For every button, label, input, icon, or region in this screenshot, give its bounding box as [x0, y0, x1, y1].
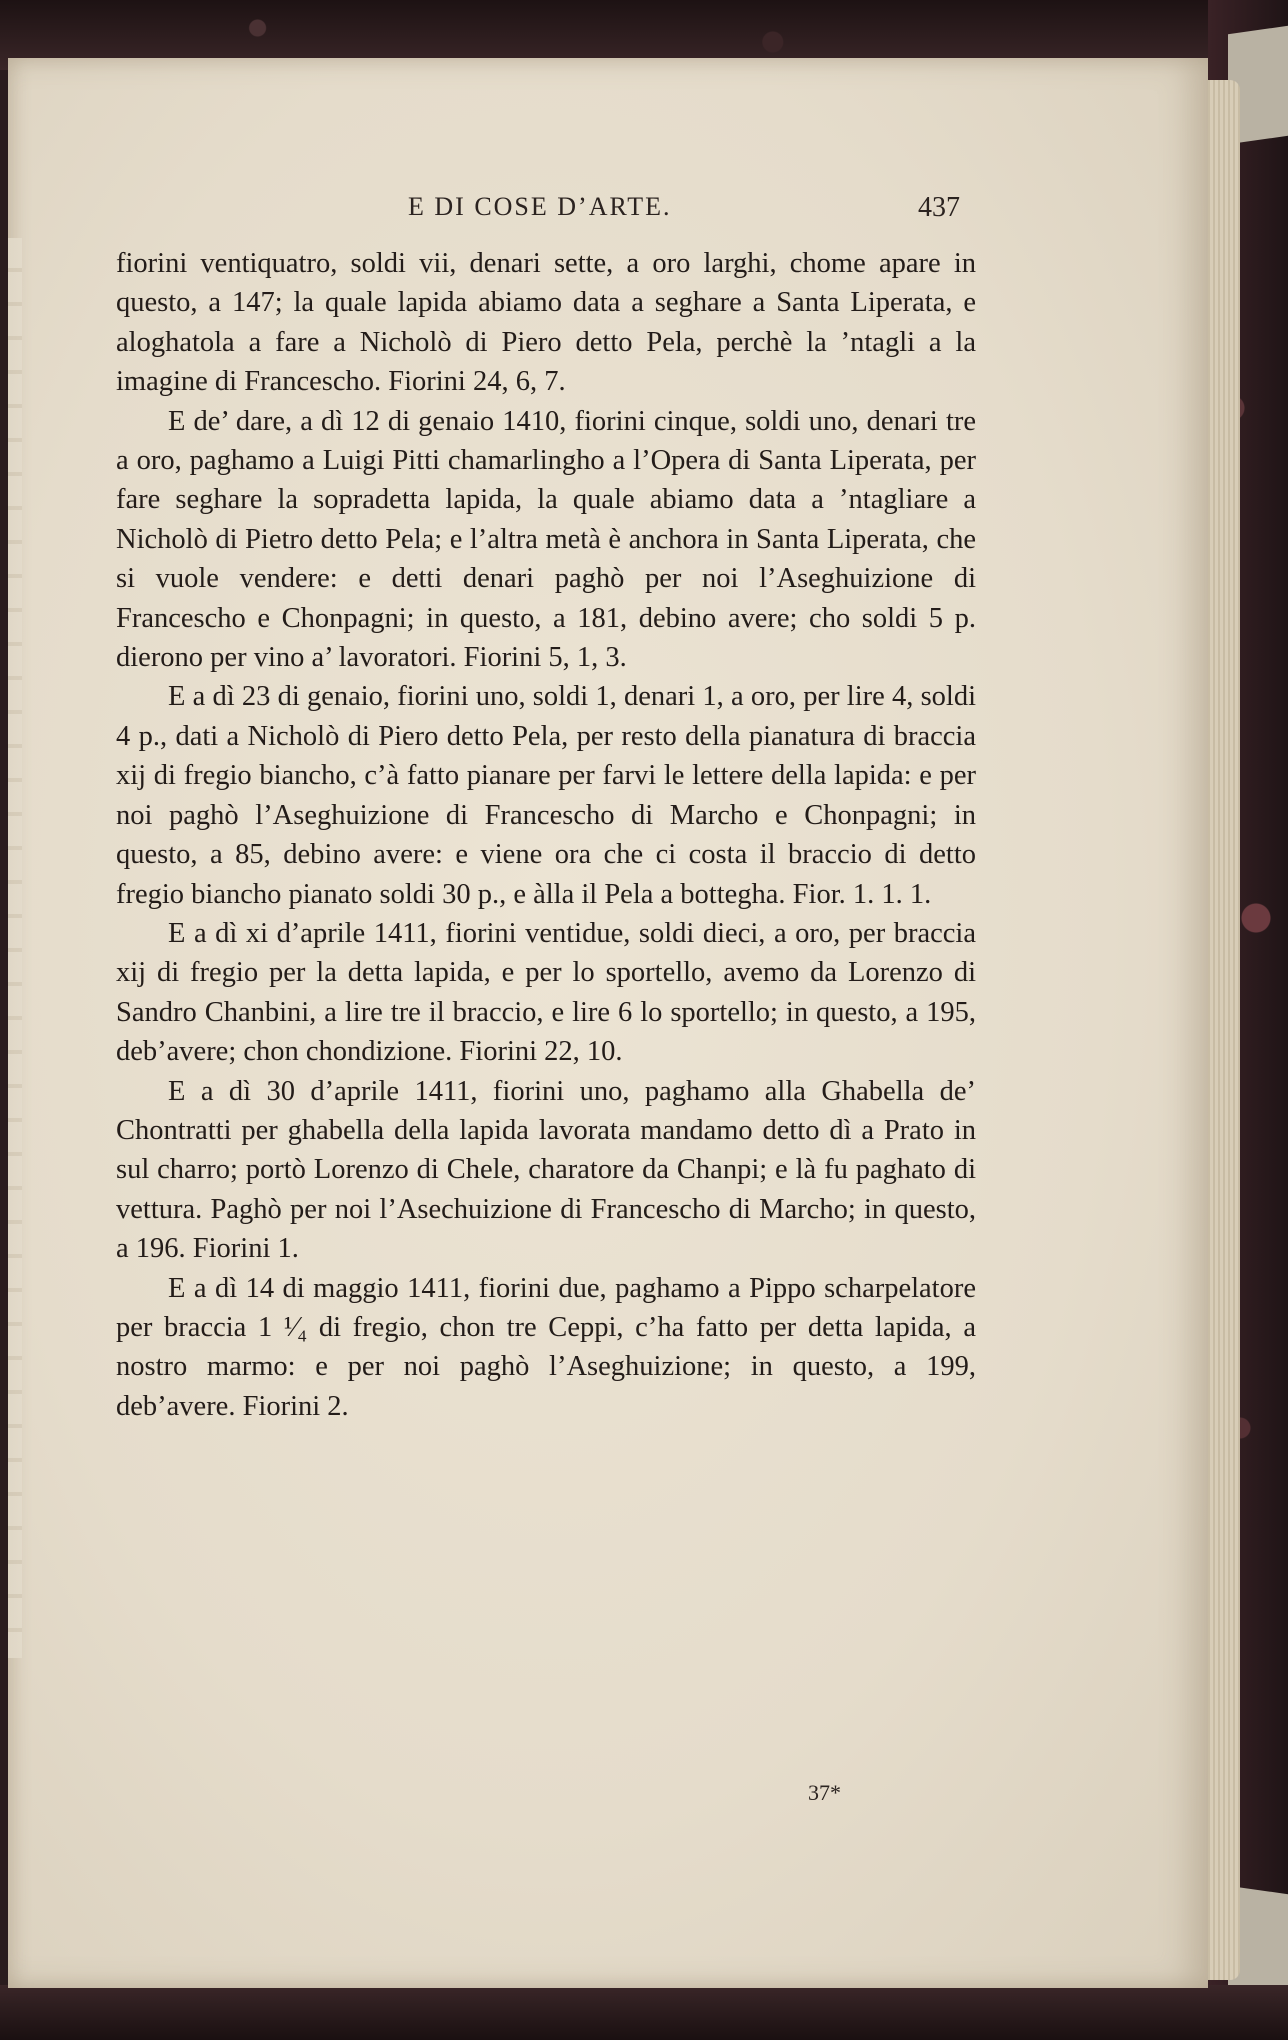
paragraph: E a dì 23 di genaio, fiorini uno, soldi 1, denari 1, a oro, per lire 4, soldi 4 p., dati a Nicholò di Piero detto Pela, per resto della pianatura di braccia xij di fregio biancho, c’à fatto pianare per farvi le lettere della lapida: e per noi paghò l’Aseghuizione di Francescho di Marcho e Chonpagni; in questo, a 85, debino avere: e viene ora che ci costa il braccio di detto fregio biancho pianato soldi 30 p., e àlla il Pela a bottegha. Fior. 1. 1. 1.	[116, 681, 976, 910]
signature-mark: 37*	[808, 1780, 841, 1805]
previous-page-strip	[8, 238, 22, 1658]
paragraph: E a dì 30 d’aprile 1411, fiorini uno, paghamo alla Ghabella de’ Chontratti per ghabella della lapida lavorata mandamo detto dì a Prato in sul charro; portò Lorenzo di Chele, charatore da Chanpi; e là fu paghato di vettura. Paghò per noi l’Asechuizione di Francescho di Marcho; in questo, a 196. Fiorini 1.	[116, 1075, 976, 1265]
paragraph: E a dì xi d’aprile 1411, fiorini ventidue, soldi dieci, a oro, per braccia xij di fregio per la detta lapida, e per lo sportello, avemo da Lorenzo di Sandro Chanbini, a lire tre il braccio, e lire 6 lo sportello; in questo, a 195, deb’avere; chon chondizione. Fiorini 22, 10.	[116, 917, 976, 1068]
page-header	[8, 192, 1208, 232]
paragraph: E de’ dare, a dì 12 di genaio 1410, fiorini cinque, soldi uno, denari tre a oro, paghamo a Luigi Pitti chamarlingho a l’Opera di Santa Liperata, per fare seghare la sopradetta lapida, la quale abiamo data a ’ntagliare a Nicholò di Pietro detto Pela; e l’altra metà è anchora in Santa Liperata, che si vuole vendere: e detti denari paghò per noi l’Aseghuizione di Francescho e Chonpagni; in questo, a 181, debino avere; cho soldi 5 p. dierono per vino a’ lavoratori. Fiorini 5, 1, 3.	[116, 405, 976, 674]
paragraph: fiorini ventiquatro, soldi vii, denari sette, a oro larghi, chome apare in questo, a 147; la quale lapida abiamo data a seghare a Santa Liperata, e aloghatola a fare a Nicholò di Piero detto Pela, perchè la ’ntagli a la imagine di Francescho. Fiorini 24, 6, 7.	[116, 248, 976, 398]
running-head: E DI COSE D’ARTE.	[408, 192, 672, 221]
book-cover-bottom	[0, 1985, 1288, 2040]
book-page	[8, 58, 1208, 1988]
body-text	[116, 244, 976, 1426]
page-number: 437	[918, 192, 960, 223]
paragraph: E a dì 14 di maggio 1411, fiorini due, paghamo a Pippo scharpelatore per braccia 1 ¹⁄₄ di fregio, chon tre Ceppi, c’ha fatto per detta lapida, a nostro marmo: e per noi paghò l’Aseghuizione; in questo, a 199, deb’avere. Fiorini 2.	[116, 1272, 976, 1422]
